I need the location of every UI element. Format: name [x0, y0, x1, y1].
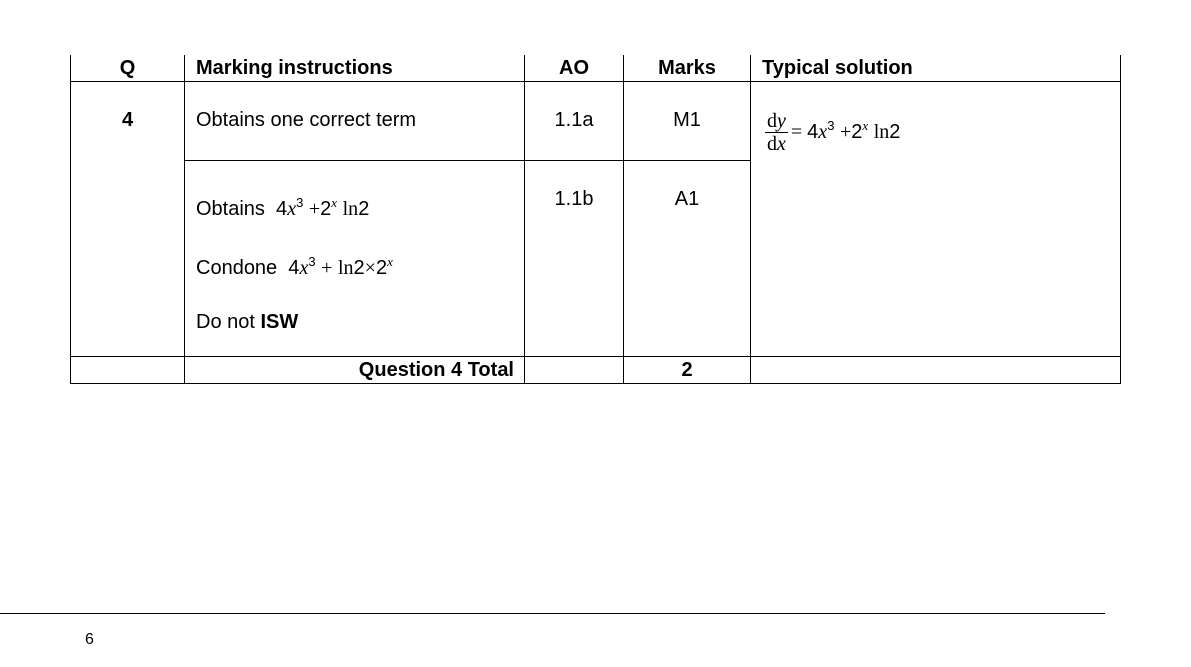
ao-value-1: 1.1a: [554, 109, 594, 131]
header-marks: Marks: [624, 55, 751, 82]
mark-cell-1: [624, 82, 751, 161]
ao-value-2: 1.1b: [554, 188, 594, 210]
mark-value-1: M1: [673, 109, 701, 131]
footer-rule: [0, 613, 1105, 614]
obtains-line: Obtains $4x^3 +2^x$ ln2: [196, 195, 370, 220]
question-number: 4: [121, 109, 134, 131]
question-number-cell: [71, 82, 185, 357]
mark-row-1: [71, 82, 1121, 161]
derivative-denominator: dx: [767, 133, 786, 155]
total-ao-cell: [525, 357, 624, 384]
mark-value-2: A1: [674, 188, 700, 210]
header-row: [71, 55, 1121, 82]
mark-cell-2: [624, 161, 751, 357]
header-q: Q: [71, 55, 185, 82]
ao-cell-2: [525, 161, 624, 357]
ao-cell-1: [525, 82, 624, 161]
do-not-isw-line: Do not ISW: [196, 311, 299, 333]
total-marks: 2: [624, 357, 751, 384]
typical-solution-cell: [751, 82, 1121, 357]
header-ao: AO: [525, 55, 624, 82]
total-label: Question 4 Total: [185, 357, 525, 384]
instruction-cell-1: [185, 82, 525, 161]
total-row: [71, 357, 1121, 384]
condone-line: Condone $4x^3 + \ln 2\times 2^x$: [196, 254, 393, 279]
header-typical-solution: Typical solution: [751, 55, 1121, 82]
total-q-cell: [71, 357, 185, 384]
header-marking-instructions: Marking instructions: [185, 55, 525, 82]
instruction-cell-2: [185, 161, 525, 357]
instruction-text-1: Obtains one correct term: [196, 109, 417, 131]
derivative-fraction: [765, 110, 788, 155]
page-number: 6: [85, 631, 94, 648]
total-solution-cell: [751, 357, 1121, 384]
mark-scheme-table: [70, 55, 1121, 384]
typical-solution-expression: $\frac{dy}{dx}$ = $4x^3 +2^x$ ln2: [767, 110, 901, 155]
derivative-numerator: dy: [767, 110, 786, 132]
